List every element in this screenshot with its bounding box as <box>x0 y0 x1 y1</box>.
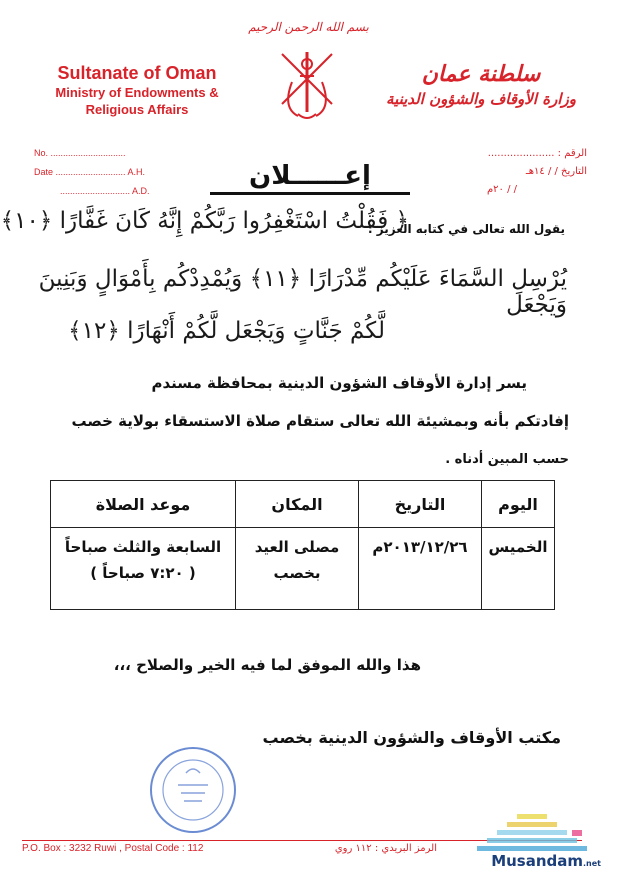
body-paragraph-1: يسر إدارة الأوقاف الشؤون الدينية بمحافظة مسندم <box>151 374 527 392</box>
ministry-line2-en: Religious Affairs <box>85 102 189 117</box>
quran-intro: يقول الله تعالى في كتابه العزيز : <box>367 222 565 236</box>
date-gregorian-ar: / / ٢٠م <box>486 184 517 195</box>
footer-address-en: P.O. Box : 3232 Ruwi , Postal Code : 112 <box>22 843 204 854</box>
signature-office: مكتب الأوقاف والشؤون الدينية بخصب <box>262 728 561 747</box>
quran-verse-line1: ﴿ فَقُلْتُ اسْتَغْفِرُوا رَبَّكُمْ إِنَّهُ كَانَ غَفَّارًا ﴿١٠﴾ <box>0 208 409 234</box>
reference-number-en: No. .............................. <box>34 148 126 158</box>
cell-place <box>236 528 359 610</box>
header-day: اليوم <box>482 481 555 528</box>
body-paragraph-3: حسب المبين أدناه . <box>445 452 569 467</box>
ministry-name-ar <box>371 60 591 110</box>
reference-number-ar: الرقم : ..................... <box>487 148 587 159</box>
cell-time-line1: السابعة والثلث صباحاً <box>64 538 222 556</box>
body-paragraph-2: إفادتكم بأنه وبمشيئة الله تعالى ستقام صلاة الاستسقاء بولاية خصب <box>71 412 569 430</box>
closing-statement: هذا والله الموفق لما فيه الخير والصلاح ،،، <box>113 656 421 674</box>
country-name-en: Sultanate of Oman <box>57 63 217 83</box>
cell-place-line1: مصلى العيد <box>254 538 340 556</box>
cell-place-line2: بخصب <box>273 564 321 582</box>
footer-address-ar: الرمز البريدي : ١١٢ روي <box>334 843 437 854</box>
table-row <box>51 528 555 610</box>
quran-verse-line3: لَّكُمْ جَنَّاتٍ وَيَجْعَل لَّكُمْ أَنْهَارًا ﴿١٢﴾ <box>68 318 385 344</box>
country-name-ar: سلطنة عمان <box>421 61 541 87</box>
date-hijri-ar: التاريخ / / ١٤هـ <box>525 166 587 177</box>
announcement-title: إعــــــلان <box>210 160 410 195</box>
prayer-schedule-table <box>50 480 555 610</box>
cell-date: ٢٠١٣/١٢/٢٦م <box>359 528 482 610</box>
header-place: المكان <box>236 481 359 528</box>
ministry-line-en: Ministry of Endowments & <box>55 85 219 100</box>
musandam-watermark <box>457 808 607 868</box>
table-header-row <box>51 481 555 528</box>
header-prayer-time: موعد الصلاة <box>51 481 236 528</box>
official-stamp-icon <box>148 745 238 835</box>
watermark-graphic-icon <box>477 810 597 854</box>
basmala: بسم الله الرحمن الرحيم <box>248 20 369 34</box>
cell-prayer-time <box>51 528 236 610</box>
ministry-name-en <box>22 62 252 118</box>
date-gregorian-en: ............................ A.D. <box>60 186 150 196</box>
ministry-line-ar: وزارة الأوقاف والشؤون الدينية <box>386 90 576 108</box>
oman-emblem-icon <box>268 42 346 124</box>
quran-verse-line2: يُرْسِلِ السَّمَاءَ عَلَيْكُم مِّدْرَارًا ﴿١١﴾ وَيُمْدِدْكُم بِأَمْوَالٍ وَبَنِينَ وَيَجْعَل <box>38 266 567 318</box>
date-hijri-en: Date ............................ A.H. <box>34 167 146 177</box>
cell-time-line2: ( ٧:٢٠ صباحاً ) <box>90 564 196 582</box>
header-date: التاريخ <box>359 481 482 528</box>
cell-day: الخميس <box>482 528 555 610</box>
watermark-text: Musandam.net <box>491 852 601 870</box>
